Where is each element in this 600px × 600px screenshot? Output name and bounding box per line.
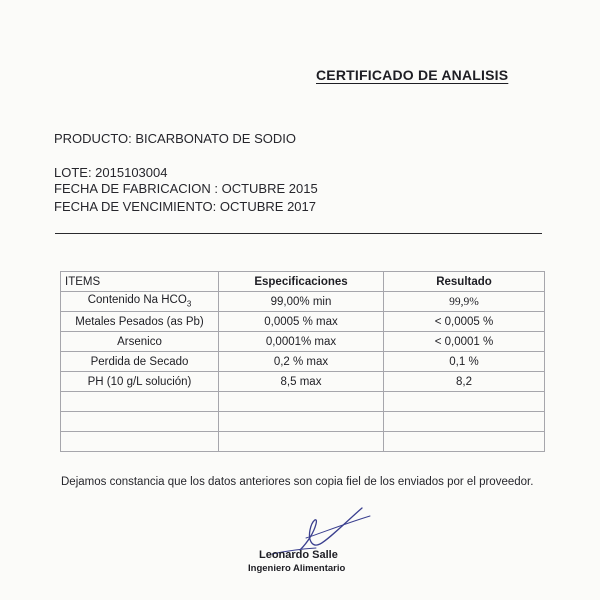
spec-cell: 0,0001% max	[219, 332, 384, 352]
result-cell: < 0,0001 %	[384, 332, 545, 352]
result-cell: 8,2	[384, 372, 545, 392]
table-header-row	[61, 272, 545, 292]
result-cell: 99,9%	[384, 292, 545, 312]
item-cell: Metales Pesados (as Pb)	[61, 312, 219, 332]
spec-cell: 0,0005 % max	[219, 312, 384, 332]
header-result: Resultado	[384, 272, 545, 292]
empty-table-row	[61, 412, 545, 432]
product-line: PRODUCTO: BICARBONATO DE SODIO	[54, 131, 296, 146]
spec-cell: 0,2 % max	[219, 352, 384, 372]
item-subscript: 3	[186, 299, 192, 309]
result-cell: 0,1 %	[384, 352, 545, 372]
item-cell: Perdida de Secado	[61, 352, 219, 372]
certification-note: Dejamos constancia que los datos anteriores son copia fiel de los enviados por el proveedor.	[61, 476, 534, 488]
expiry-date-line: FECHA DE VENCIMIENTO: OCTUBRE 2017	[54, 199, 316, 214]
header-specifications: Especificaciones	[219, 272, 384, 292]
table-row	[61, 372, 545, 392]
manufacture-date-line: FECHA DE FABRICACION : OCTUBRE 2015	[54, 181, 318, 196]
spec-cell: 99,00% min	[219, 292, 384, 312]
spec-cell: 8,5 max	[219, 372, 384, 392]
empty-table-row	[61, 432, 545, 452]
item-cell	[61, 292, 219, 312]
signatory-name: Leonardo Salle	[259, 549, 338, 561]
table-row	[61, 352, 545, 372]
result-cell: < 0,0005 %	[384, 312, 545, 332]
item-cell: Arsenico	[61, 332, 219, 352]
item-cell: PH (10 g/L solución)	[61, 372, 219, 392]
table-row	[61, 292, 545, 312]
document-title: CERTIFICADO DE ANALISIS	[316, 67, 509, 83]
signatory-role: Ingeniero Alimentario	[248, 563, 346, 574]
table-row	[61, 332, 545, 352]
table-row	[61, 312, 545, 332]
header-items: ITEMS	[61, 272, 219, 292]
lot-line: LOTE: 2015103004	[54, 165, 168, 180]
divider-line	[55, 233, 542, 234]
empty-table-row	[61, 392, 545, 412]
analysis-table	[60, 271, 545, 452]
item-label: Contenido Na HCO	[87, 294, 187, 307]
